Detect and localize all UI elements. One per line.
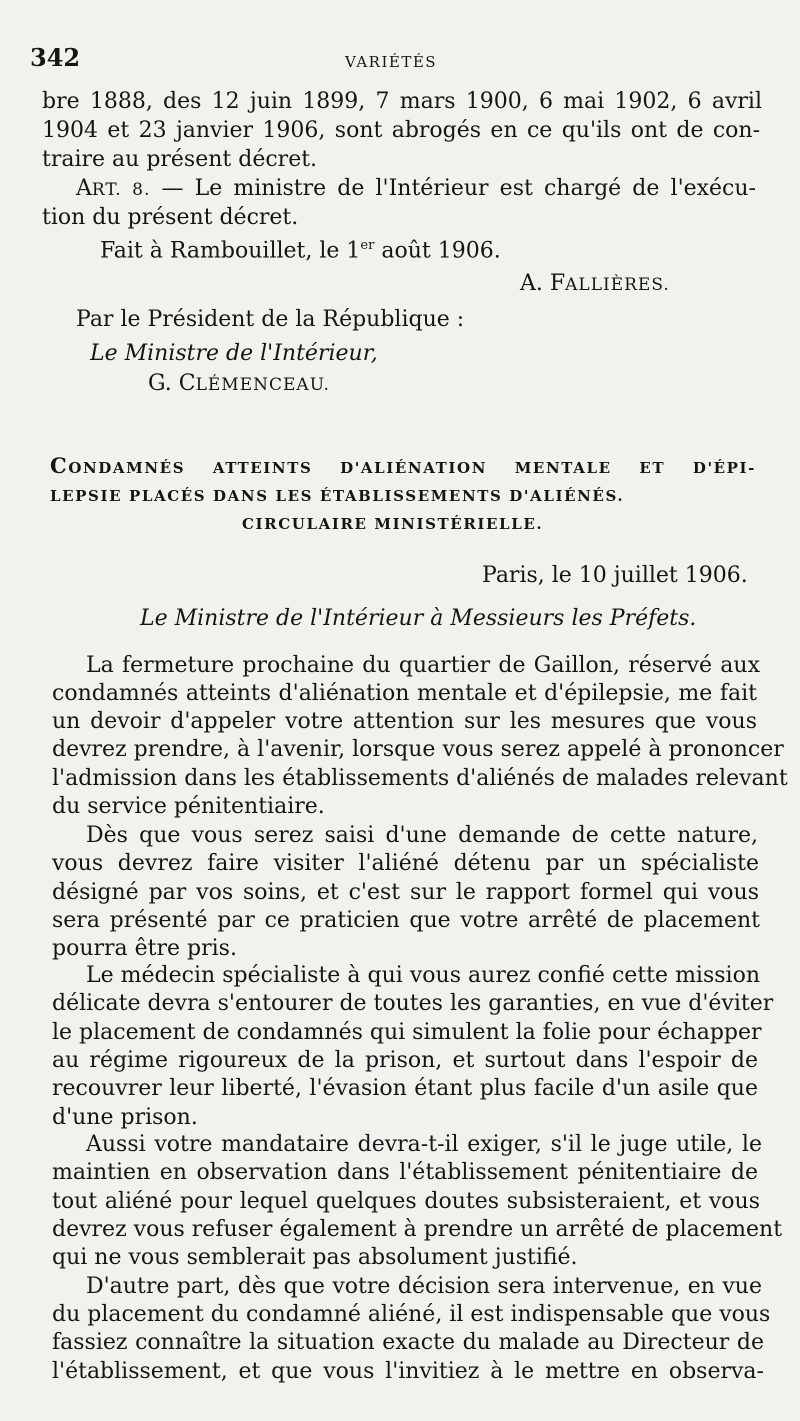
- countersign-line: Par le Président de la République :: [76, 307, 465, 332]
- signature-initial: A. F: [520, 271, 566, 296]
- article-label: RT. 8.: [91, 180, 151, 200]
- article-text: — Le ministre de l'Intérieur est chargé de l'exécu-: [161, 176, 756, 201]
- article-8: [76, 175, 756, 204]
- heading-cap: C: [50, 453, 69, 478]
- body-line: recouvrer leur liberté, l'évasion étant plus facile d'un asile que: [52, 1076, 758, 1101]
- body-line: fassiez connaître la situation exacte du malade au Directeur de: [52, 1330, 764, 1355]
- fait-rest: août 1906.: [374, 238, 501, 264]
- body-line: l'admission dans les établissements d'aliénés de malades relevant: [52, 766, 788, 791]
- body-line: un devoir d'appeler votre attention sur les mesures que vous: [52, 709, 757, 734]
- heading-text: ONDAMNÉS ATTEINTS D'ALIÉNATION MENTALE ET D'ÉPI-: [68, 459, 756, 477]
- body-line: La fermeture prochaine du quartier de Gaillon, réservé aux: [86, 653, 760, 678]
- body-line: Dès que vous serez saisi d'une demande de cette nature,: [86, 823, 758, 848]
- body-line: maintien en observation dans l'établissement pénitentiaire de: [52, 1160, 758, 1185]
- signature-fallieres: [520, 270, 670, 299]
- signature-initial: G. C: [148, 371, 196, 396]
- decree-line: traire au présent décret.: [42, 147, 318, 172]
- body-line: désigné par vos soins, et c'est sur le rapport formel qui vous: [52, 880, 759, 905]
- body-line: le placement de condamnés qui simulent la folie pour échapper: [52, 1020, 762, 1045]
- body-line: Le médecin spécialiste à qui vous aurez confié cette mission: [86, 963, 760, 988]
- fait-text: Fait à Rambouillet, le 1: [100, 238, 361, 264]
- decree-line: tion du présent décret.: [42, 205, 299, 230]
- page-number: 342: [30, 43, 81, 72]
- body-line: sera présenté par ce praticien que votre arrêté de placement: [52, 908, 760, 933]
- decree-line: bre 1888, des 12 juin 1899, 7 mars 1900, 6 mai 1902, 6 avril: [42, 89, 762, 114]
- body-line: du service pénitentiaire.: [52, 794, 325, 819]
- body-line: condamnés atteints d'aliénation mentale et d'épilepsie, me fait: [52, 681, 757, 706]
- body-line: l'établissement, et que vous l'invitiez à le mettre en observa-: [52, 1359, 764, 1384]
- body-line: vous devrez faire visiter l'aliéné détenu par un spécialiste: [52, 851, 759, 876]
- body-line: au régime rigoureux de la prison, et surtout dans l'espoir de: [52, 1048, 758, 1073]
- fait-sup: er: [360, 238, 375, 253]
- decree-line: 1904 et 23 janvier 1906, sont abrogés en ce qu'ils ont de con-: [42, 118, 760, 143]
- body-line: du placement du condamné aliéné, il est indispensable que vous: [52, 1302, 771, 1327]
- body-line: devrez prendre, à l'avenir, lorsque vous serez appelé à prononcer: [52, 737, 784, 762]
- body-line: qui ne vous semblerait pas absolument justifié.: [52, 1245, 578, 1270]
- signature-name: LÉMENCEAU.: [195, 375, 330, 395]
- body-line: D'autre part, dès que votre décision sera intervenue, en vue: [86, 1274, 762, 1299]
- article-label-cap: A: [76, 176, 92, 201]
- circular-heading-line: LEPSIE PLACÉS DANS LES ÉTABLISSEMENTS D'ALIÉNÉS.: [50, 487, 625, 505]
- body-line: devrez vous refuser également à prendre un arrêté de placement: [52, 1217, 783, 1242]
- body-line: Aussi votre mandataire devra-t-il exiger, s'il le juge utile, le: [86, 1132, 762, 1157]
- running-title: VARIÉTÉS: [345, 53, 438, 71]
- countersign-title: Le Ministre de l'Intérieur,: [90, 341, 378, 366]
- dateline: Paris, le 10 juillet 1906.: [482, 563, 748, 588]
- body-line: pourra être pris.: [52, 936, 237, 961]
- circular-heading-line: [50, 452, 756, 482]
- signature-name: ALLIÈRES.: [565, 275, 670, 295]
- circular-type: CIRCULAIRE MINISTÉRIELLE.: [242, 515, 544, 533]
- body-line: délicate devra s'entourer de toutes les garanties, en vue d'éviter: [52, 991, 774, 1016]
- salutation: Le Ministre de l'Intérieur à Messieurs les Préfets.: [140, 606, 697, 631]
- fait-line: [100, 232, 501, 265]
- body-line: tout aliéné pour lequel quelques doutes subsisteraient, et vous: [52, 1189, 760, 1214]
- body-line: d'une prison.: [52, 1105, 198, 1130]
- signature-clemenceau: [148, 370, 330, 399]
